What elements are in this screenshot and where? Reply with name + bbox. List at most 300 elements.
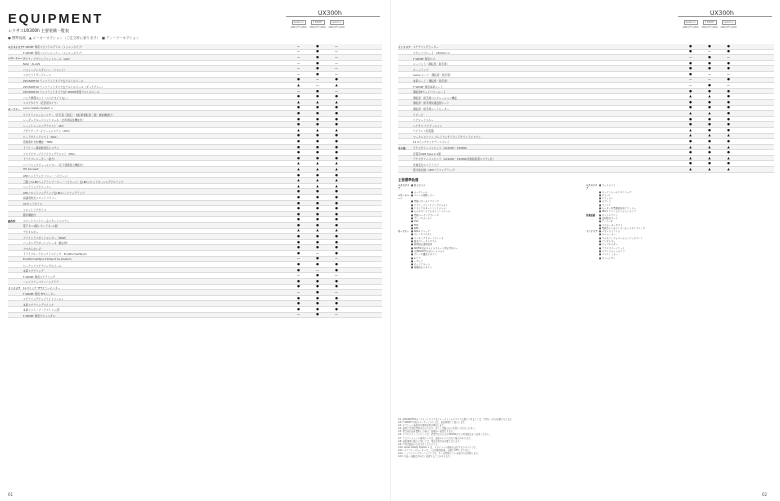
availability-mark: ● — [297, 155, 300, 160]
drive-label: 2WD (FF) AWD — [720, 26, 737, 29]
standard-category: パワートレーン — [398, 193, 410, 201]
availability-mark: ● — [335, 301, 338, 306]
availability-mark: ● — [316, 88, 319, 93]
availability-mark: ● — [316, 234, 319, 239]
standard-item-row — [398, 266, 578, 269]
mark-group — [289, 67, 346, 71]
availability-mark: — — [296, 71, 301, 76]
availability-mark: ● — [316, 211, 319, 216]
footnote: ※6. アクセサリーコンセントは、消費電力の合計が1500W以下の電気製品をご使用ください。 — [398, 433, 492, 437]
item-label: F SPORT 専用ステアリング — [23, 275, 56, 279]
standard-category: セーフティ — [398, 230, 410, 234]
category-label: パワートレーン — [8, 57, 26, 61]
item-label: 225/50RF18 ランフラットタイヤ＆アルミホイール — [23, 79, 84, 83]
availability-mark: ▲ — [689, 144, 692, 149]
mark-group — [289, 134, 346, 138]
availability-mark: ● — [708, 150, 711, 155]
standard-item: ■ ドアミラー — [599, 197, 614, 201]
availability-mark: ● — [316, 262, 319, 267]
availability-mark: ● — [727, 122, 730, 127]
item-label: ロードサインアシスト（RSA） — [23, 135, 60, 139]
mark-group — [289, 45, 346, 49]
availability-mark: ● — [316, 71, 319, 76]
availability-mark: ● — [727, 105, 730, 110]
availability-mark: ▲ — [708, 155, 711, 160]
mark-group — [289, 84, 346, 88]
item-label: F SPORT 専用ロゴ — [413, 57, 435, 61]
standard-item: ■ リヤヒーターダクト — [599, 223, 623, 227]
availability-mark: ▲ — [297, 166, 300, 171]
availability-mark: ● — [708, 66, 711, 71]
item-label: ハンズフリーパワーバックドア — [23, 281, 59, 285]
item-label: フロントドアガラス — [23, 208, 47, 212]
mark-group — [289, 297, 346, 301]
footnote: ※5. 寒冷地仕様を選択した場合、装備が一部異なります。 — [398, 430, 455, 434]
availability-mark: ● — [297, 217, 300, 222]
footnote: ※13. 仕様・装備は予告なく変更することがあります。 — [398, 455, 452, 459]
availability-mark: ● — [727, 116, 730, 121]
item-label: 撥水機能付 — [23, 214, 36, 218]
mark-group — [289, 241, 346, 245]
standard-item: ■ ルームミラー — [599, 233, 616, 237]
item-label: マークレビンソン プレミアムサラウンドサウンドシステム — [413, 135, 481, 139]
item-label: 12.3インチタッチディスプレイ — [413, 141, 450, 145]
availability-mark: — — [296, 256, 301, 261]
availability-mark: ● — [335, 250, 338, 255]
availability-mark: ● — [708, 88, 711, 93]
availability-mark: ● — [297, 172, 300, 177]
availability-mark: ● — [316, 217, 319, 222]
availability-mark: ● — [335, 284, 338, 289]
availability-mark: ● — [316, 94, 319, 99]
availability-mark: ● — [335, 194, 338, 199]
category-label: インテリア — [8, 286, 21, 290]
availability-mark: ▲ — [335, 178, 338, 183]
page-divider — [390, 0, 391, 501]
availability-mark: ● — [727, 161, 730, 166]
item-label: スマートエントリー＆スタートシステム — [23, 219, 70, 223]
availability-mark: ▲ — [335, 166, 338, 171]
mark-group — [681, 168, 738, 172]
availability-mark: ▲ — [297, 228, 300, 233]
item-label: アクセサリーコンセント（AC100V・1500W） — [413, 147, 469, 151]
item-label: リアシートスルー — [413, 119, 434, 123]
availability-mark: — — [296, 55, 301, 60]
availability-mark: ● — [689, 122, 692, 127]
availability-mark: — — [688, 77, 693, 82]
availability-mark: ● — [727, 88, 730, 93]
availability-mark: ▲ — [316, 228, 319, 233]
availability-mark: ▲ — [297, 99, 300, 104]
availability-mark: — — [334, 290, 339, 295]
availability-mark: ● — [297, 122, 300, 127]
availability-mark: ● — [727, 60, 730, 65]
item-label: 充電用USB Type-C 2個 — [413, 152, 441, 156]
mark-group — [289, 263, 346, 267]
grade-column — [681, 20, 700, 29]
standard-category — [586, 257, 599, 260]
mark-group — [289, 50, 346, 54]
availability-mark: ▲ — [689, 133, 692, 138]
item-label: 12.3インチ TFTカラーモニター — [23, 286, 61, 290]
availability-mark: ▲ — [727, 166, 730, 171]
standard-equipment-right — [586, 184, 774, 260]
grade-label: version C — [685, 21, 696, 24]
item-label: 本革シート（運転席・助手席） — [413, 79, 450, 83]
footnote: ※4. 装着には別途費用がかかります。詳しくは販売店にお問い合わせください。 — [398, 427, 477, 431]
item-label: 本革ステアリングスイッチ — [23, 303, 54, 307]
availability-mark: ● — [335, 245, 338, 250]
availability-mark: — — [688, 55, 693, 60]
availability-mark: — — [726, 71, 731, 76]
availability-mark: ● — [316, 306, 319, 311]
availability-mark: ▲ — [297, 83, 300, 88]
footnote: ※8. 装着車両の販売に関しては、別途手続きが必要となります。 — [398, 439, 462, 443]
item-label: 本革ステアリング — [23, 270, 44, 274]
standard-equipment-title: 主要標準装備 — [398, 178, 419, 182]
grade-column — [327, 20, 346, 29]
availability-mark: — — [334, 71, 339, 76]
drive-label: 2WD (FF) AWD — [328, 26, 345, 29]
item-label: スペアタイヤ（応急用タイヤ） — [23, 102, 60, 106]
mark-group — [681, 50, 738, 54]
availability-mark: ● — [335, 306, 338, 311]
page-number: 61 — [8, 492, 14, 497]
availability-mark: ● — [297, 94, 300, 99]
equipment-table — [398, 44, 774, 173]
availability-mark: ● — [708, 161, 711, 166]
availability-mark: ▲ — [316, 161, 319, 166]
availability-mark: ● — [316, 194, 319, 199]
mark-group — [289, 308, 346, 312]
availability-mark: ● — [335, 200, 338, 205]
item-label: Lexus シート（運転席・助手席） — [413, 74, 453, 78]
standard-item: ■ SRSエアバッグ — [411, 230, 430, 234]
availability-mark: ● — [335, 262, 338, 267]
availability-mark: ● — [316, 295, 319, 300]
availability-mark: — — [296, 60, 301, 65]
mark-group — [289, 106, 346, 110]
availability-mark: ● — [708, 116, 711, 121]
item-label: F SPORT 専用スピンドルグリル（メッシュタイプ） — [23, 46, 84, 50]
availability-mark: — — [296, 273, 301, 278]
mark-group — [289, 56, 346, 60]
availability-mark: ● — [335, 138, 338, 143]
item-label: 先進安全エコドライブ — [413, 163, 439, 167]
availability-mark: ● — [335, 105, 338, 110]
mark-group — [289, 218, 346, 222]
category-label: インテリア — [398, 46, 411, 50]
standard-item: ■ パワーウインドゥ — [599, 230, 621, 234]
mark-group — [681, 62, 738, 66]
availability-mark: ▲ — [316, 178, 319, 183]
page-number: 62 — [762, 492, 768, 497]
item-label: ヒーテッドステアリングホイール — [23, 264, 62, 268]
item-label: ニーパッド（運転席・助手席） — [413, 63, 450, 67]
mark-group — [681, 140, 738, 144]
drive-label: 2WD (FF) AWD — [309, 26, 326, 29]
standard-item: ■ サンバイザー — [599, 256, 616, 260]
item-label: アクティブサウンドコントロール（ASC） — [23, 57, 72, 61]
item-label: 発進遅れ告知機能（TMN） — [23, 141, 55, 145]
grade-header — [289, 20, 346, 29]
availability-mark: ▲ — [316, 166, 319, 171]
availability-mark: ● — [727, 111, 730, 116]
mark-group — [681, 95, 738, 99]
availability-mark: — — [334, 66, 339, 71]
availability-mark: ● — [727, 138, 730, 143]
grade-header — [681, 20, 738, 29]
availability-mark: ▲ — [689, 94, 692, 99]
availability-mark: — — [296, 43, 301, 48]
standard-item: ■ 全席ELR付3点式シートベルト — [411, 249, 445, 253]
mark-group — [289, 213, 346, 217]
mark-group — [289, 73, 346, 77]
availability-mark: ▲ — [727, 155, 730, 160]
item-label: 電子キー2個＋カードキー1個 — [23, 225, 58, 229]
mark-group — [289, 280, 346, 284]
availability-mark: ● — [316, 284, 319, 289]
item-label: パンク修理キット（スペアタイヤなし） — [23, 96, 70, 100]
standard-item: ■ オートアラーム — [411, 263, 430, 267]
availability-mark: ● — [708, 99, 711, 104]
footnote: ※7. ナビゲーションの地図データは、最新のものではない場合があります。 — [398, 436, 473, 440]
availability-mark: ▲ — [708, 133, 711, 138]
standard-item: ■ ナノイーX — [599, 220, 613, 224]
item-label: パフォーマンスダンパー（フロント） — [23, 68, 67, 72]
availability-mark: ● — [297, 222, 300, 227]
availability-mark: ▲ — [708, 111, 711, 116]
availability-mark: ● — [335, 133, 338, 138]
availability-mark: ▲ — [316, 127, 319, 132]
footnotes — [398, 418, 774, 458]
mark-group — [289, 285, 346, 289]
page-title: EQUIPMENT — [8, 11, 104, 26]
footnote: ※10. Lexus Safety System + は、ドライバーの運転を支援するシステムです。 — [398, 445, 478, 449]
grade-label: version C — [293, 21, 304, 24]
item-label: 寒冷地仕様（LEDリアフォグランプ） — [413, 169, 457, 173]
availability-mark: ● — [297, 133, 300, 138]
mark-group — [289, 257, 346, 261]
item-label: 運転席・助手席快適温熱シート — [413, 102, 450, 106]
availability-mark: ▲ — [689, 127, 692, 132]
item-label: 運転席・助手席シートヒーター — [413, 107, 450, 111]
model-rule — [286, 16, 380, 17]
availability-mark: ● — [297, 262, 300, 267]
standard-item: ■ パーキングサポートブレーキ — [411, 236, 444, 240]
availability-mark: ▲ — [297, 161, 300, 166]
availability-mark: ● — [316, 245, 319, 250]
availability-mark: ● — [297, 116, 300, 121]
availability-mark: ● — [727, 94, 730, 99]
availability-mark: ● — [297, 250, 300, 255]
availability-mark: ● — [689, 161, 692, 166]
availability-mark: ● — [335, 295, 338, 300]
availability-mark: ▲ — [727, 133, 730, 138]
legend: ● 標準装備 ▲ メーカーオプション（ご注文時に承ります） ■ ディーラーオプション — [8, 36, 140, 40]
standard-item: ■ リバース連動ミラー — [411, 193, 435, 197]
item-label: ヘッドランプクリーナー — [23, 186, 52, 190]
availability-mark: ● — [297, 144, 300, 149]
availability-mark: — — [726, 83, 731, 88]
item-label: UVカットガラス — [23, 203, 43, 207]
item-label: 三眼フルLEDヘッドランプ（ロー・ハイビーム）＆LEDフロントターンシグナルランプ — [23, 180, 124, 184]
grade-label: F SPORT — [703, 20, 717, 25]
model-name: UX300h — [318, 10, 342, 17]
mark-group — [681, 118, 738, 122]
mark-group — [681, 84, 738, 88]
availability-mark: ● — [708, 55, 711, 60]
availability-mark: ● — [727, 43, 730, 48]
availability-mark: — — [334, 49, 339, 54]
availability-mark: ● — [316, 133, 319, 138]
availability-mark: ▲ — [689, 155, 692, 160]
grade-column — [700, 20, 719, 29]
item-label: レーダークルーズコントロール（全車速追従機能付） — [23, 119, 85, 123]
standard-item: ■ デジタルキー — [599, 240, 616, 244]
item-label: パーキングサポートブレーキ（静止物） — [23, 242, 70, 246]
availability-mark: — — [296, 312, 301, 317]
standard-item: ■ アクセサリーソケット — [599, 246, 625, 250]
availability-mark: ● — [708, 138, 711, 143]
standard-item: ■ ラゲージ — [599, 200, 612, 204]
availability-mark: ● — [316, 105, 319, 110]
availability-mark: — — [334, 273, 339, 278]
left-page — [0, 0, 388, 501]
availability-mark: ▲ — [316, 183, 319, 188]
mark-group — [289, 101, 346, 105]
item-label: プロアクティブドライビングアシスト（PDA） — [23, 152, 77, 156]
model-rule — [678, 16, 772, 17]
mark-group — [681, 106, 738, 110]
availability-mark: — — [334, 55, 339, 60]
mark-group — [289, 274, 346, 278]
item-label: アダプティブハイビームシステム（AHS） — [23, 130, 72, 134]
availability-mark: ● — [335, 111, 338, 116]
mark-group — [289, 202, 346, 206]
availability-mark: ● — [708, 122, 711, 127]
item-label: Eco/Normal/Sport S/Sport S+/Custom — [23, 257, 72, 261]
mark-group — [681, 146, 738, 150]
item-label: ラゲージ — [413, 113, 424, 117]
mark-group — [681, 78, 738, 82]
mark-group — [289, 162, 346, 166]
grade-column — [289, 20, 308, 29]
item-label: レクサス ナビゲーション — [413, 124, 443, 128]
table-row — [398, 167, 774, 173]
availability-mark: ● — [297, 245, 300, 250]
mark-group — [681, 90, 738, 94]
availability-mark: ● — [316, 301, 319, 306]
availability-mark: ● — [297, 295, 300, 300]
standard-item: ■ TRC — [411, 223, 419, 227]
availability-mark: ● — [316, 43, 319, 48]
availability-mark: ● — [727, 127, 730, 132]
availability-mark: ▲ — [689, 166, 692, 171]
availability-mark: ● — [297, 189, 300, 194]
availability-mark: ● — [708, 83, 711, 88]
item-label: ステアリングアップライトフィルム — [23, 298, 64, 302]
availability-mark: ● — [335, 94, 338, 99]
availability-mark: ● — [316, 200, 319, 205]
standard-category: エクステリア — [398, 184, 410, 191]
mark-group — [681, 123, 738, 127]
availability-mark: ● — [335, 172, 338, 177]
mark-group — [289, 168, 346, 172]
item-label: パノラミックビューモニター（床下透過表示機能付） — [23, 163, 86, 167]
item-label: 運転席・助手席ベンチレーション機能 — [413, 96, 457, 100]
footnote: ※9. 写真は撮影のため点灯したものです。 — [398, 442, 440, 446]
item-label: ぶつからないぞ — [23, 247, 42, 251]
item-label: ITS Connect — [23, 168, 39, 172]
availability-mark: ● — [316, 290, 319, 295]
standard-item: ■ 車両接近通報装置 — [411, 243, 433, 247]
mark-group — [289, 179, 346, 183]
standard-item: ■ カーテンシールドエアバッグ — [599, 190, 632, 194]
mark-group — [681, 67, 738, 71]
availability-mark: ● — [335, 150, 338, 155]
availability-mark: ● — [335, 267, 338, 272]
availability-mark: ● — [297, 284, 300, 289]
availability-mark: ● — [297, 239, 300, 244]
availability-mark: ● — [297, 138, 300, 143]
item-label: デジタルキー — [23, 230, 39, 234]
standard-category: インテリア — [586, 230, 598, 234]
mark-group — [289, 62, 346, 66]
mark-group — [289, 252, 346, 256]
page-subtitle: レクサスUX300h 主要装備一覧表 — [8, 28, 69, 33]
availability-mark: ● — [689, 105, 692, 110]
availability-mark: — — [707, 77, 712, 82]
item-label: 225/50RF18 ランフラットタイヤ＆アルミホイール（ダークグレー） — [23, 85, 105, 89]
availability-mark: ● — [316, 150, 319, 155]
availability-mark: ● — [335, 144, 338, 149]
availability-mark: ● — [316, 122, 319, 127]
standard-item: ■ カップホルダー — [599, 243, 618, 247]
mark-group — [289, 185, 346, 189]
standard-item: ■ ヒルスタートアシストコントロール — [411, 210, 451, 214]
model-name: UX300h — [710, 10, 734, 17]
availability-mark: ● — [316, 116, 319, 121]
availability-mark: — — [726, 55, 731, 60]
availability-mark: ● — [316, 172, 319, 177]
grade-column — [719, 20, 738, 29]
standard-item: ■ フットライト — [599, 184, 616, 187]
item-label: NAVI・AI-AVS — [23, 63, 41, 67]
item-label: ステアリングヒーター — [413, 46, 439, 50]
mark-group — [681, 134, 738, 138]
standard-item: ■ 盗難防止システム — [411, 266, 433, 270]
item-label: ドライブレコーダー（前方） — [23, 158, 57, 162]
standard-item: ■ 花粉除去モード — [599, 216, 618, 220]
availability-mark: ● — [335, 211, 338, 216]
availability-mark: ● — [689, 43, 692, 48]
availability-mark: — — [707, 49, 712, 54]
mark-group — [289, 174, 346, 178]
availability-mark: ▲ — [727, 144, 730, 149]
availability-mark: ▲ — [335, 127, 338, 132]
availability-mark: ▲ — [708, 94, 711, 99]
availability-mark: ● — [316, 138, 319, 143]
availability-mark: ● — [297, 278, 300, 283]
availability-mark: ● — [727, 77, 730, 82]
availability-mark: ● — [335, 234, 338, 239]
mark-group — [289, 269, 346, 273]
standard-category — [398, 266, 411, 269]
availability-mark: ● — [727, 150, 730, 155]
grade-label: version L — [722, 20, 736, 25]
standard-item: ■ ワイパー — [599, 193, 611, 197]
